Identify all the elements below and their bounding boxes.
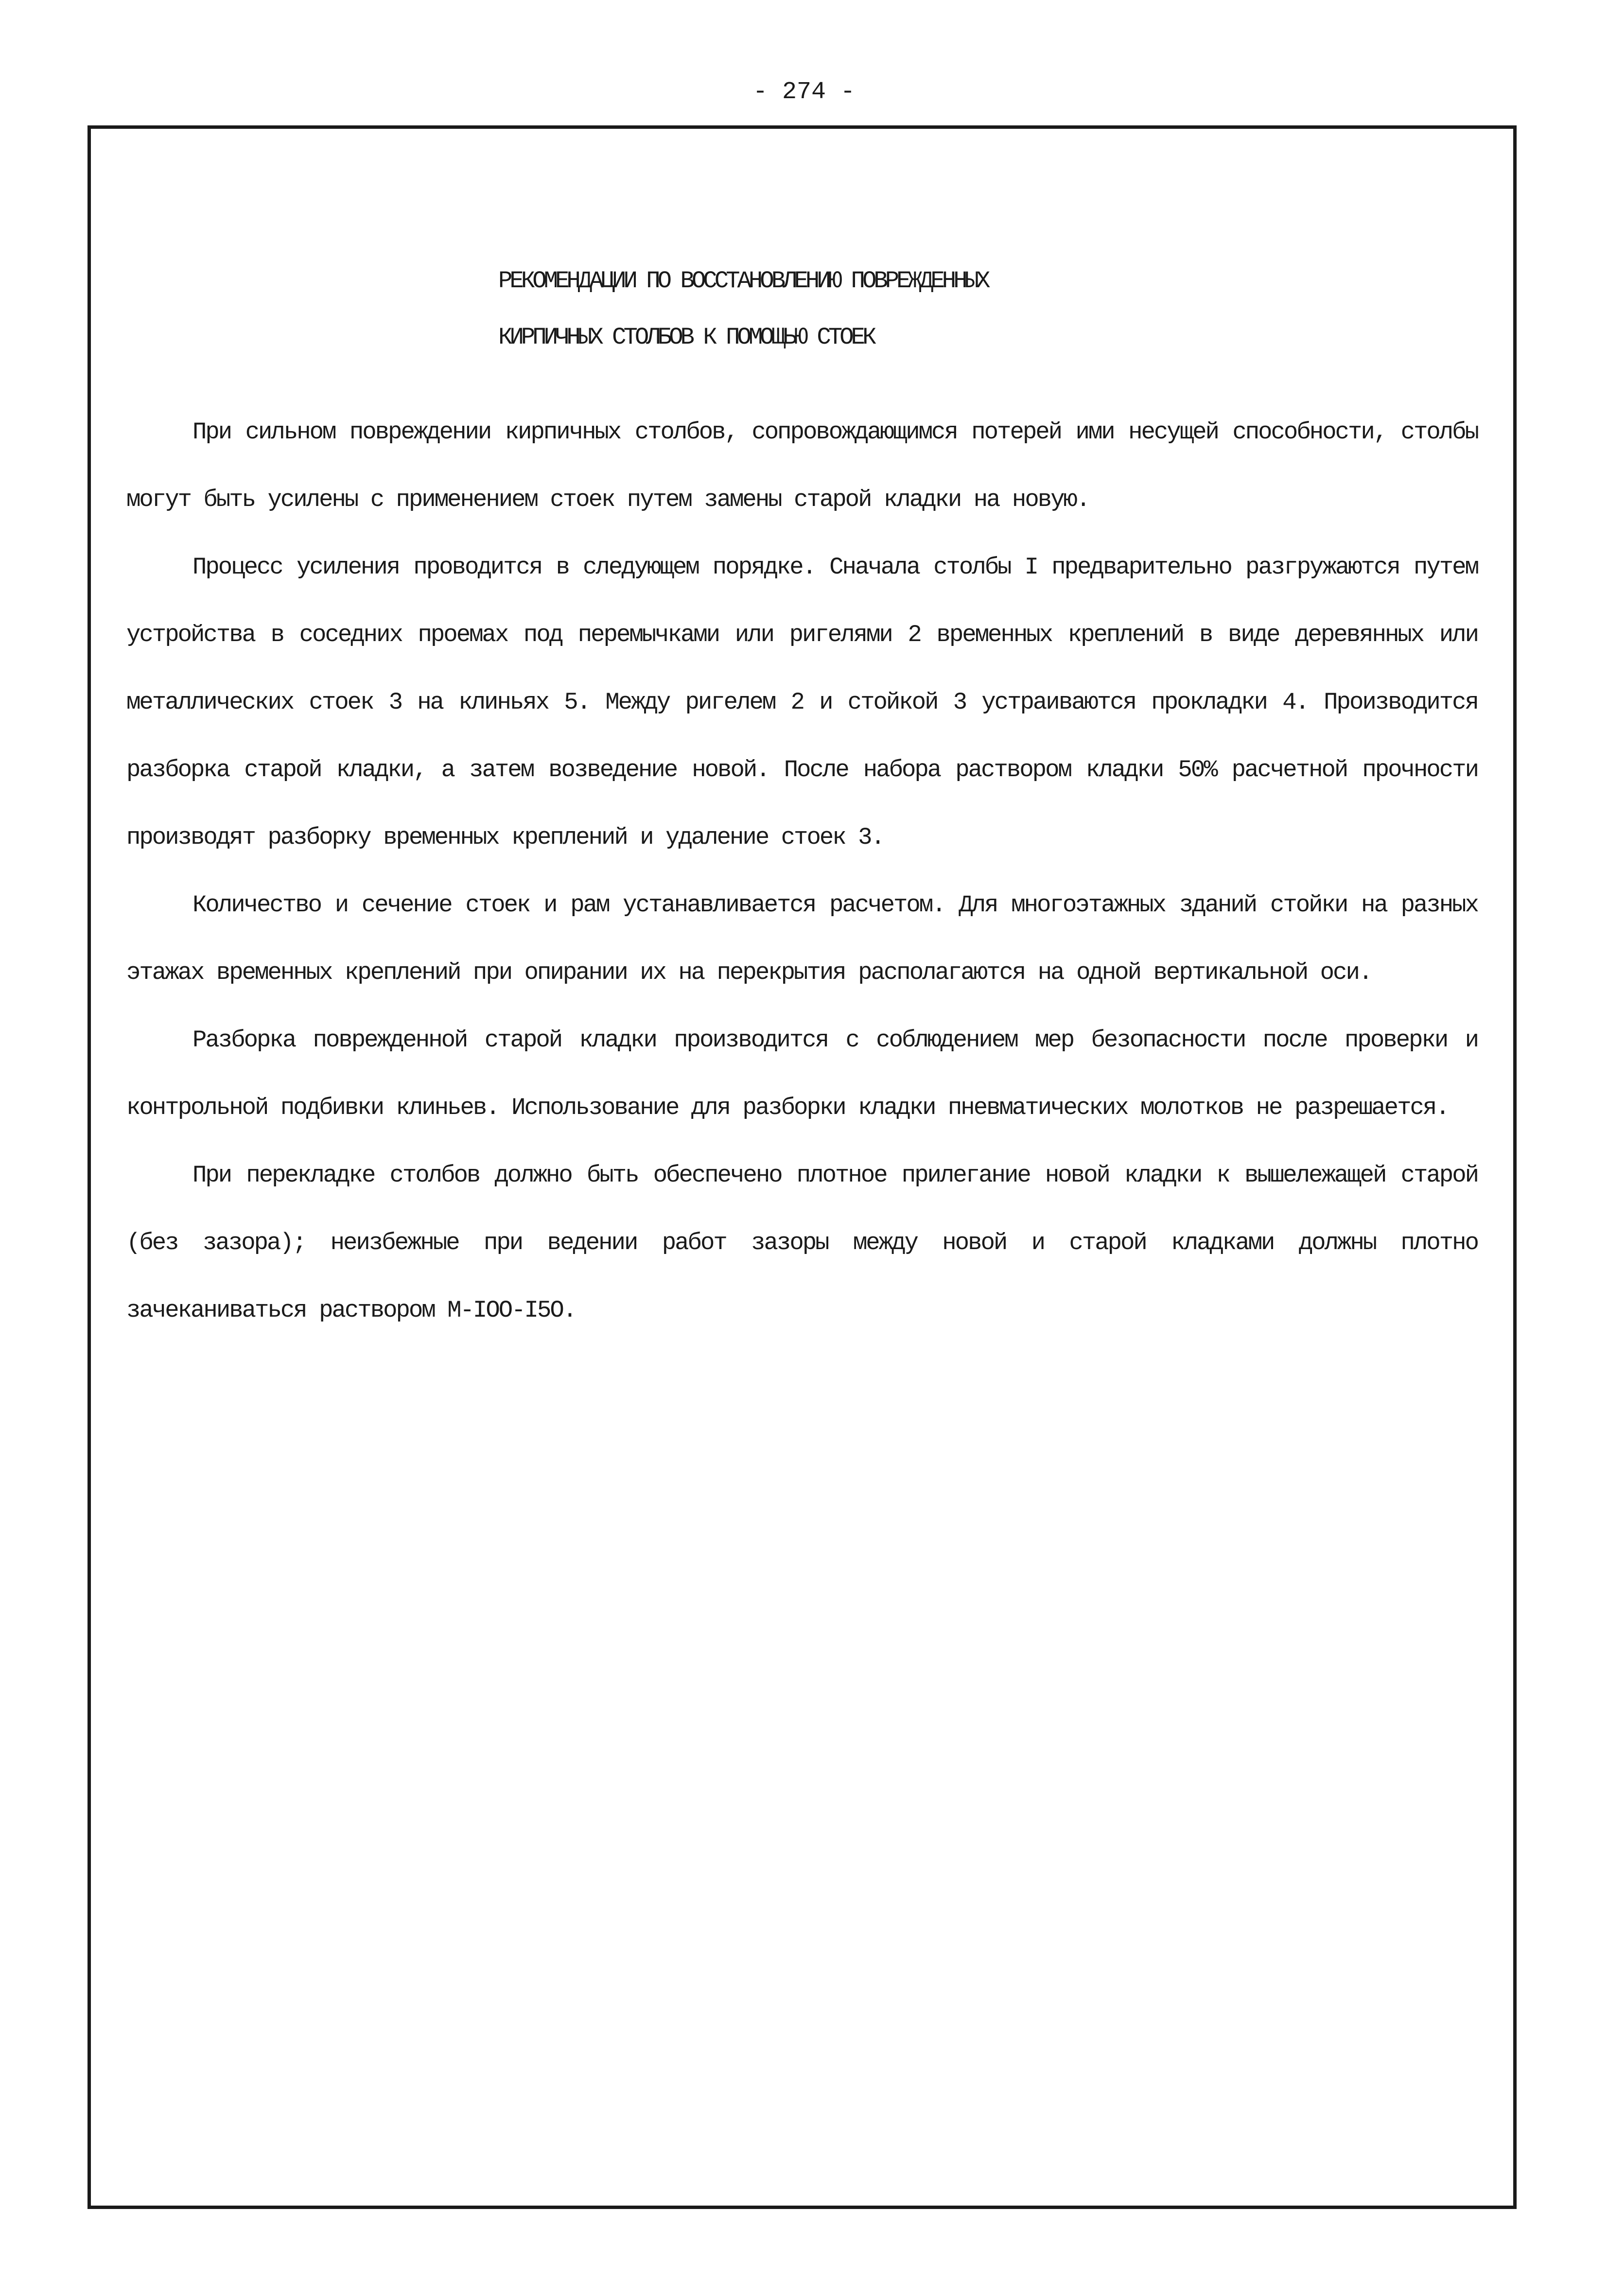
paragraph-1: При сильном повреждении кирпичных столбов, сопровождающимся потерей ими несущей способности, столбы могут быть усилены с применением стоек путем замены старой кладки на новую. — [126, 418, 1478, 513]
paragraph-5: При перекладке столбов должно быть обеспечено плотное прилегание новой кладки к вышележащей старой (без зазора); неизбежные при ведении работ зазоры между новой и старой кладками должны плотно зачеканиваться раствором М-IOO-I5O. — [126, 1162, 1478, 1324]
document-title — [498, 253, 987, 365]
body-text — [126, 399, 1478, 1344]
title-line-1: РЕКОМЕНДАЦИИ ПО ВОССТАНОВЛЕНИЮ ПОВРЕЖДЕННЫХ — [498, 267, 988, 295]
paragraph-3: Количество и сечение стоек и рам устанавливается расчетом. Для многоэтажных зданий стойки на разных этажах временных креплений при опирании их на перекрытия располагаются на одной вертикальной оси. — [126, 891, 1478, 986]
page-number: - 274 - — [752, 78, 856, 106]
paragraph-4: Разборка поврежденной старой кладки производится с соблюдением мер безопасности после проверки и контрольной подбивки клиньев. Использование для разборки кладки пневматических молотков не разрешается. — [126, 1026, 1478, 1121]
title-line-2: КИРПИЧНЫХ СТОЛБОВ К ПОМОЩЬЮ СТОЕК — [498, 324, 874, 351]
paragraph-2: Процесс усиления проводится в следующем порядке. Сначала столбы I предварительно разгружаются путем устройства в соседних проемах под перемычками или ригелями 2 временных креплений в виде деревянных или металлических стоек 3 на клиньях 5. Между ригелем 2 и стойкой 3 устраиваются прокладки 4. Производится разборка старой кладки, а затем возведение новой. После набора раствором кладки 50% расчетной прочности производят разборку временных креплений и удаление стоек 3. — [126, 554, 1478, 851]
